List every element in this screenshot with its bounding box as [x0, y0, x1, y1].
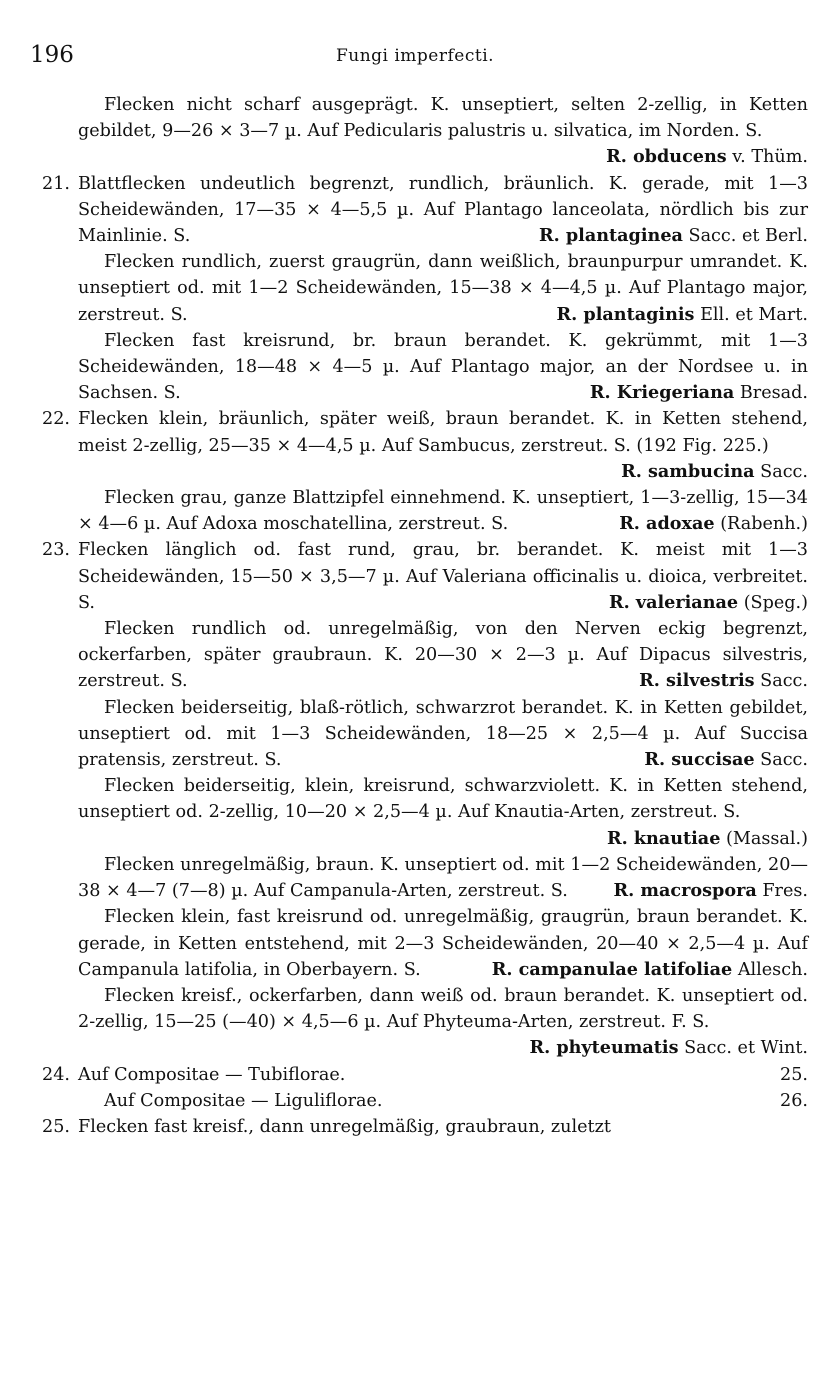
species-author: Sacc. [760, 750, 808, 771]
species-author: v. Thüm. [732, 147, 808, 168]
key-reference: 25. [780, 1064, 808, 1085]
species-name-block [618, 747, 808, 773]
species-name: R. macrospora [613, 880, 757, 902]
page-number: 196 [30, 42, 74, 68]
entry-description: Flecken beiderseitig, blaß-rötlich, schwarzrot berandet. K. in Ketten gebildet, unseptiert od. mit 1—3 Scheidewänden, 18—25 × 2,5—4 µ. Auf Succisa pratensis, zerstreut. S. [78, 697, 808, 771]
entry-description: Flecken unregelmäßig, braun. K. unseptiert od. mit 1—2 Scheidewänden, 20—38 × 4—7 (7—8) µ. Auf Campanula-Arten, zerstreut. S. [78, 854, 808, 902]
species-author: (Massal.) [726, 828, 808, 849]
species-name: R. phyteumatis [529, 1037, 679, 1059]
species-name-block [588, 878, 808, 904]
entry-description: Flecken nicht scharf ausgeprägt. K. unseptiert, selten 2-zellig, in Ketten gebildet, 9—26 × 3—7 µ. Auf Pedicularis palustris u. silvatica, im Norden. S. [78, 95, 808, 142]
species-name: R. valerianae [608, 591, 739, 613]
species-author: Ell. et Mart. [700, 304, 808, 325]
species-name-block [593, 511, 808, 537]
species-name-block [580, 144, 808, 170]
species-name: R. knautiae [606, 827, 721, 849]
entry-description: Flecken länglich od. fast rund, grau, br. berandet. K. meist mit 1—3 Scheidewänden, 15—50 × 3,5—7 µ. Auf Valeriana officinalis u. dioica, verbreitet. S. [78, 540, 808, 613]
species-entry [78, 904, 808, 983]
species-author: Fres. [762, 881, 808, 902]
entry-description: Flecken fast kreisrund, br. braun berandet. K. gekrümmt, mit 1—3 Scheidewänden, 18—48 × 4—5 µ. Auf Plantago major, an der Nordsee u. in Sachsen. S. [78, 330, 808, 404]
species-name-block [613, 668, 808, 694]
species-entry-continued [42, 1114, 808, 1140]
entry-description: Flecken rundlich, zuerst graugrün, dann weißlich, braunpurpur umrandet. K. unseptiert od. mit 1—2 Scheidewänden, 15—38 × 4—4,5 µ. Auf Plantago major, zerstreut. S. [78, 252, 808, 325]
species-entry [78, 695, 808, 774]
species-entry [78, 328, 808, 407]
species-author: Sacc. et Wint. [684, 1038, 808, 1059]
entry-description: Blattflecken undeutlich begrenzt, rundlich, bräunlich. K. gerade, mit 1—3 Scheidewänden, 17—35 × 4—5,5 µ. Auf Plantago lanceolata, nördlich bis zur Mainlinie. S. [78, 173, 808, 247]
key-text: Auf Compositae — Tubiflorae. [78, 1064, 346, 1085]
species-name-block [503, 1035, 808, 1061]
entry-number: 25. [42, 1116, 70, 1137]
species-name: R. adoxae [619, 513, 715, 535]
species-name-block [466, 957, 808, 983]
species-entry [78, 249, 808, 328]
species-name-block [609, 590, 808, 616]
key-line [78, 1088, 808, 1114]
key-reference: 26. [780, 1090, 808, 1111]
entry-description: Flecken rundlich od. unregelmäßig, von den Nerven eckig begrenzt, ockerfarben, später graubraun. K. 20—30 × 2—3 µ. Auf Dipacus silvestris, zerstreut. S. [78, 619, 808, 692]
document-body [42, 92, 808, 1140]
species-entry [78, 773, 808, 852]
key-number: 24. [42, 1064, 70, 1085]
species-name-block [581, 826, 808, 852]
species-name: R. sambucina [621, 460, 755, 482]
species-author: Bresad. [739, 383, 808, 404]
species-name-block [539, 223, 808, 249]
species-entry [42, 537, 808, 616]
species-name: R. Kriegeriana [589, 382, 735, 404]
species-author: (Speg.) [743, 592, 808, 613]
species-entry [78, 616, 808, 695]
species-name: R. succisae [644, 749, 755, 771]
entry-description: Flecken grau, ganze Blattzipfel einnehmend. K. unseptiert, 1—3-zellig, 15—34 × 4—6 µ. Auf Adoxa moschatellina, zerstreut. S. [78, 488, 808, 535]
species-author: (Rabenh.) [720, 514, 808, 535]
species-entry [42, 171, 808, 250]
entry-description: Flecken klein, bräunlich, später weiß, braun berandet. K. in Ketten stehend, meist 2-zellig, 25—35 × 4—4,5 µ. Auf Sambucus, zerstreut. S. (192 Fig. 225.) [78, 409, 808, 456]
species-name: R. plantaginis [556, 303, 695, 325]
entry-number: 23. [42, 540, 70, 561]
species-name-block [621, 459, 808, 485]
species-entry [78, 983, 808, 1062]
species-author: Sacc. et Berl. [688, 226, 808, 247]
entry-description: Flecken beiderseitig, klein, kreisrund, schwarzviolett. K. in Ketten stehend, unseptiert od. 2-zellig, 10—20 × 2,5—4 µ. Auf Knautia-Arten, zerstreut. S. [78, 776, 808, 823]
species-name: R. campanulae latifoliae [491, 958, 733, 980]
species-name: R. obducens [606, 146, 727, 168]
entry-number: 22. [42, 409, 70, 430]
entry-description: Flecken fast kreisf., dann unregelmäßig, graubraun, zuletzt [78, 1116, 611, 1137]
species-entry [78, 852, 808, 904]
species-author: Sacc. [760, 671, 808, 692]
key-line [42, 1062, 808, 1088]
species-name: R. plantaginea [538, 225, 683, 247]
entry-description: Flecken klein, fast kreisrund od. unregelmäßig, graugrün, braun berandet. K. gerade, in Ketten entstehend, mit 2—3 Scheidewänden, 20—40 × 2,5—4 µ. Auf Campanula latifolia, in Oberbayern. S. [78, 907, 808, 980]
species-entry [78, 485, 808, 537]
species-author: Allesch. [737, 959, 808, 980]
entry-description: Flecken kreisf., ockerfarben, dann weiß od. braun berandet. K. unseptiert od. 2-zellig, 15—25 (—40) × 4,5—6 µ. Auf Phyteuma-Arten, zerstreut. F. S. [78, 985, 808, 1033]
key-text: Auf Compositae — Liguliflorae. [104, 1090, 383, 1111]
running-title: Fungi imperfecti. [335, 46, 495, 66]
species-name-block [564, 380, 808, 406]
species-name: R. silvestris [639, 670, 755, 692]
species-name-block [531, 302, 808, 328]
species-author: Sacc. [760, 461, 808, 482]
species-entry [42, 406, 808, 485]
entry-number: 21. [42, 173, 70, 194]
page-header [30, 42, 800, 76]
species-entry [78, 92, 808, 171]
